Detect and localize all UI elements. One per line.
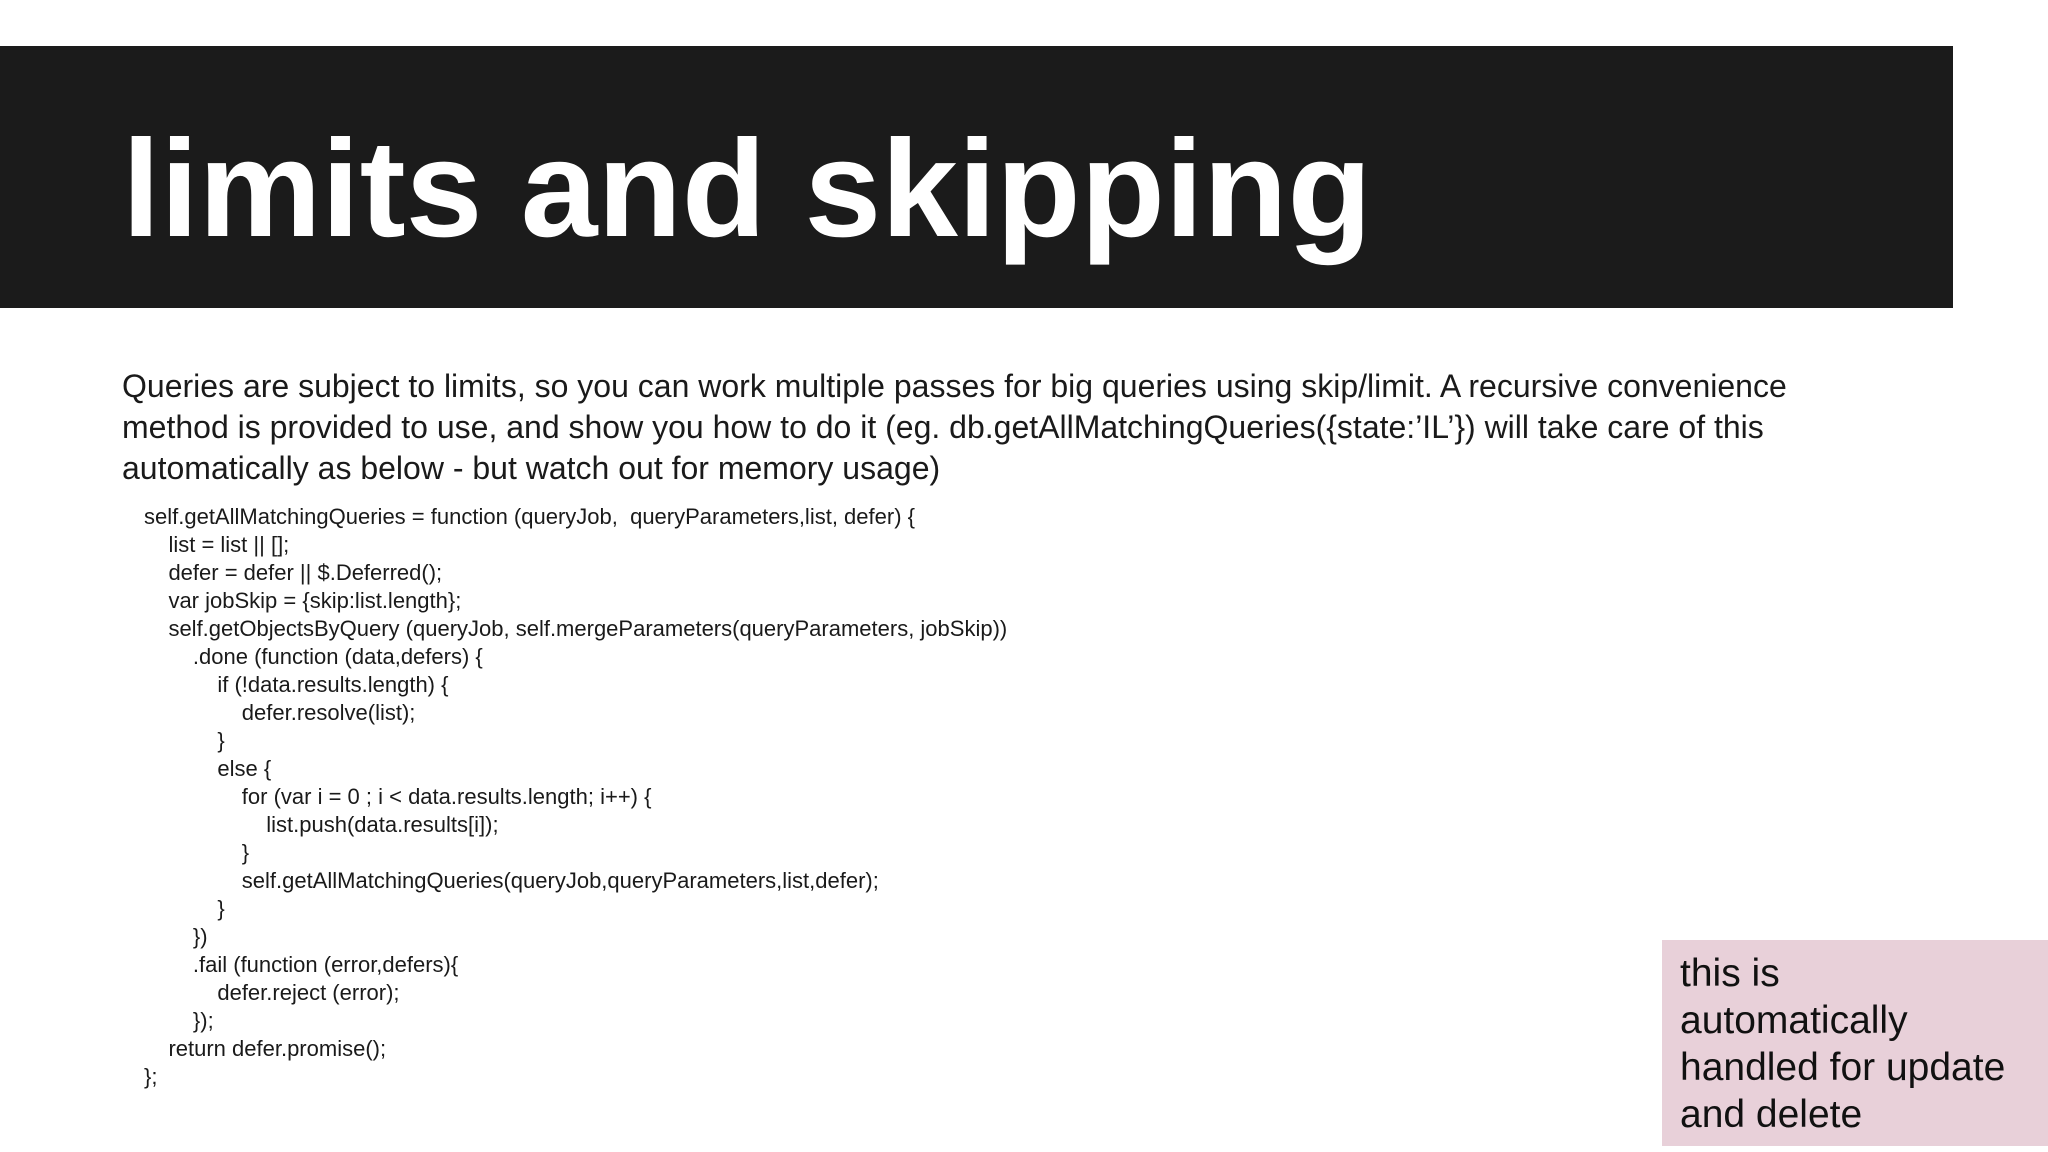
code-line: return defer.promise(); <box>144 1036 387 1061</box>
note-line: handled for update <box>1680 1046 2006 1089</box>
code-line: defer.resolve(list); <box>144 700 416 725</box>
code-line: defer = defer || $.Deferred(); <box>144 560 443 585</box>
code-line: }); <box>144 1008 214 1033</box>
code-line: if (!data.results.length) { <box>144 672 449 697</box>
sticky-note <box>1662 940 2048 1146</box>
slide-title: limits and skipping <box>122 112 1372 266</box>
code-line: var jobSkip = {skip:list.length}; <box>144 588 462 613</box>
code-line: .done (function (data,defers) { <box>144 644 483 669</box>
code-line: .fail (function (error,defers){ <box>144 952 459 977</box>
code-line: } <box>144 896 225 921</box>
code-line: }) <box>144 924 208 949</box>
code-line: }; <box>144 1064 158 1089</box>
note-line: and delete <box>1680 1093 1863 1136</box>
note-line: this is <box>1680 952 1780 995</box>
code-line: defer.reject (error); <box>144 980 400 1005</box>
code-line: list.push(data.results[i]); <box>144 812 499 837</box>
code-line: for (var i = 0 ; i < data.results.length; i++) { <box>144 784 652 809</box>
intro-line: automatically as below - but watch out for memory usage) <box>122 450 941 486</box>
code-line: } <box>144 840 250 865</box>
code-line: self.getObjectsByQuery (queryJob, self.mergeParameters(queryParameters, jobSkip)) <box>144 616 1008 641</box>
code-line: list = list || []; <box>144 532 290 557</box>
code-line: else { <box>144 756 272 781</box>
intro-line: Queries are subject to limits, so you can work multiple passes for big queries using skip/limit. A recursive convenience <box>122 368 1787 404</box>
code-block <box>144 503 1007 1091</box>
note-line: automatically <box>1680 999 1908 1042</box>
note-text <box>1680 950 2030 1138</box>
code-line: self.getAllMatchingQueries = function (queryJob, queryParameters,list, defer) { <box>144 504 915 529</box>
code-line: } <box>144 728 225 753</box>
intro-paragraph <box>122 366 1922 489</box>
intro-line: method is provided to use, and show you how to do it (eg. db.getAllMatchingQueries({state:’IL’}) will take care of this <box>122 409 1764 445</box>
code-line: self.getAllMatchingQueries(queryJob,queryParameters,list,defer); <box>144 868 879 893</box>
